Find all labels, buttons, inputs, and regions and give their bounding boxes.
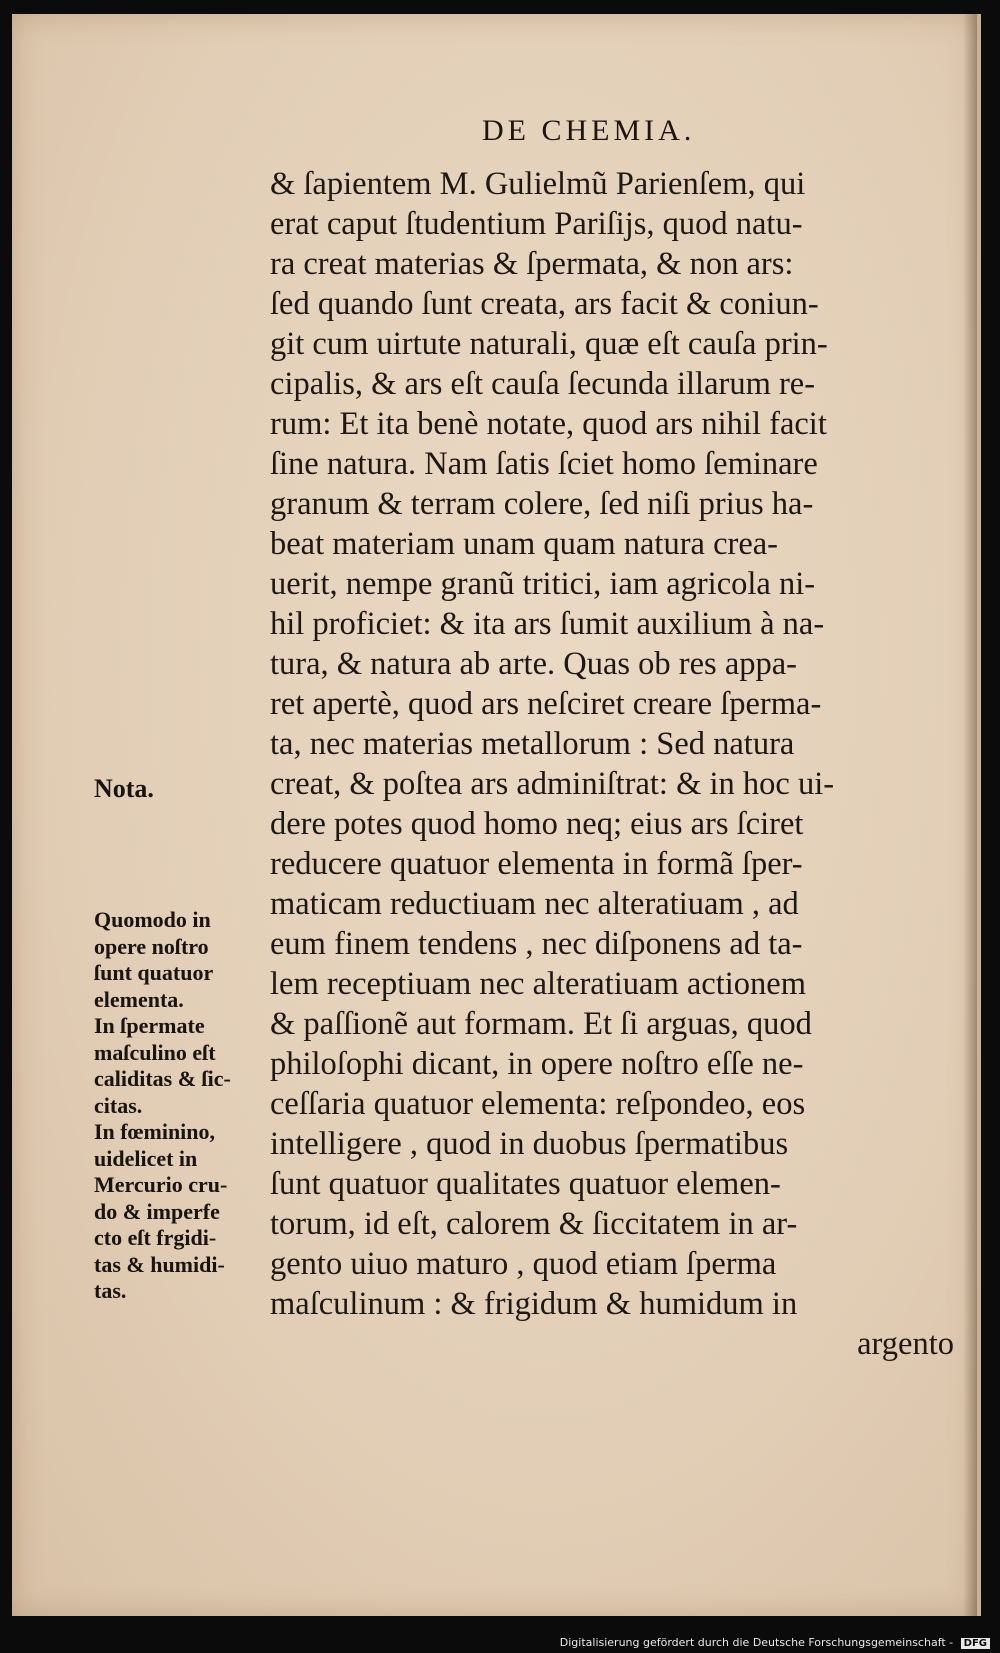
- gloss-line: Mercurio cru-: [94, 1172, 228, 1197]
- text-line: creat, & poſtea ars adminiſtrat: & in hoc ui-: [270, 766, 835, 802]
- text-line: cipalis, & ars eſt cauſa ſecunda illarum re-: [270, 366, 816, 402]
- text-line: ceſſaria quatuor elementa: reſpondeo, eos: [270, 1086, 806, 1122]
- text-line: & paſſionẽ aut formam. Et ſi arguas, quod: [270, 1006, 812, 1042]
- text-line: granum & terram colere, ſed niſi prius ha-: [270, 486, 814, 522]
- gloss-line: uidelicet in: [94, 1145, 198, 1171]
- gloss-line: Quomodo in: [94, 907, 211, 932]
- text-line: beat materiam unam quam natura crea-: [270, 526, 779, 562]
- text-line: ſunt quatuor qualitates quatuor elemen-: [270, 1166, 781, 1202]
- text-line: rum: Et ita benè notate, quod ars nihil facit: [270, 406, 827, 442]
- text-line: dere potes quod homo neq; eius ars ſciret: [270, 806, 804, 842]
- gloss-line: maſculino eſt: [94, 1039, 216, 1065]
- text-line: torum, id eſt, calorem & ſiccitatem in ar-: [270, 1206, 798, 1242]
- gloss-line: cto eſt frgidi-: [94, 1225, 217, 1250]
- text-line: uerit, nempe granũ tritici, iam agricola ni-: [270, 566, 816, 602]
- text-line: erat caput ſtudentium Pariſijs, quod natu-: [270, 206, 803, 242]
- text-line: ſine natura. Nam ſatis ſciet homo ſeminare: [270, 446, 818, 482]
- margin-gloss: [94, 907, 274, 1305]
- dfg-logo: DFG: [961, 1638, 990, 1649]
- gloss-line: ſunt quatuor: [94, 960, 214, 985]
- text-line: ra creat materias & ſpermata, & non ars:: [270, 246, 794, 282]
- text-line: philoſophi dicant, in opere noſtro eſſe ne-: [270, 1046, 804, 1082]
- text-line: & ſapientem M. Gulielmũ Parienſem, qui: [270, 166, 806, 202]
- text-line: maticam reductiuam nec alteratiuam , ad: [270, 886, 799, 922]
- book-page: [12, 14, 981, 1616]
- gloss-line: citas.: [94, 1092, 143, 1118]
- gloss-line: In ſpermate: [94, 1013, 205, 1038]
- text-line: eum finem tendens , nec diſponens ad ta-: [270, 926, 803, 962]
- text-line: tura, & natura ab arte. Quas ob res appa-: [270, 646, 797, 682]
- gloss-line: In fœminino,: [94, 1119, 216, 1144]
- text-line: intelligere , quod in duobus ſpermatibus: [270, 1126, 789, 1162]
- footer-text: Digitalisierung gefördert durch die Deutsche Forschungsgemeinschaft -: [559, 1636, 954, 1649]
- running-head: DE CHEMIA.: [482, 114, 696, 147]
- text-line: gento uiuo maturo , quod etiam ſperma: [270, 1246, 777, 1282]
- gloss-line: tas & humidi-: [94, 1251, 225, 1277]
- catchword: argento: [857, 1326, 954, 1362]
- page-edge-shadow: [963, 14, 977, 1616]
- text-line: lem receptiuam nec alteratiuam actionem: [270, 966, 806, 1002]
- gloss-line: caliditas & ſic-: [94, 1066, 231, 1091]
- margin-note-nota: Nota.: [94, 774, 154, 803]
- body-text: [270, 164, 954, 1364]
- gloss-line: elementa.: [94, 986, 184, 1012]
- gloss-line: opere noſtro: [94, 933, 209, 959]
- text-line: git cum uirtute naturali, quæ eſt cauſa prin-: [270, 326, 828, 362]
- gloss-line: tas.: [94, 1278, 127, 1303]
- digitization-footer: [560, 1636, 990, 1649]
- text-line: maſculinum : & frigidum & humidum in: [270, 1286, 798, 1322]
- text-line: reducere quatuor elementa in formã ſper-: [270, 846, 803, 882]
- text-line: hil proficiet: & ita ars ſumit auxilium à na-: [270, 606, 825, 642]
- gloss-line: do & imperfe: [94, 1198, 220, 1224]
- text-line: ta, nec materias metallorum : Sed natura: [270, 726, 795, 762]
- text-line: ret apertè, quod ars neſciret creare ſperma-: [270, 686, 822, 722]
- text-line: ſed quando ſunt creata, ars facit & coniun-: [270, 286, 819, 322]
